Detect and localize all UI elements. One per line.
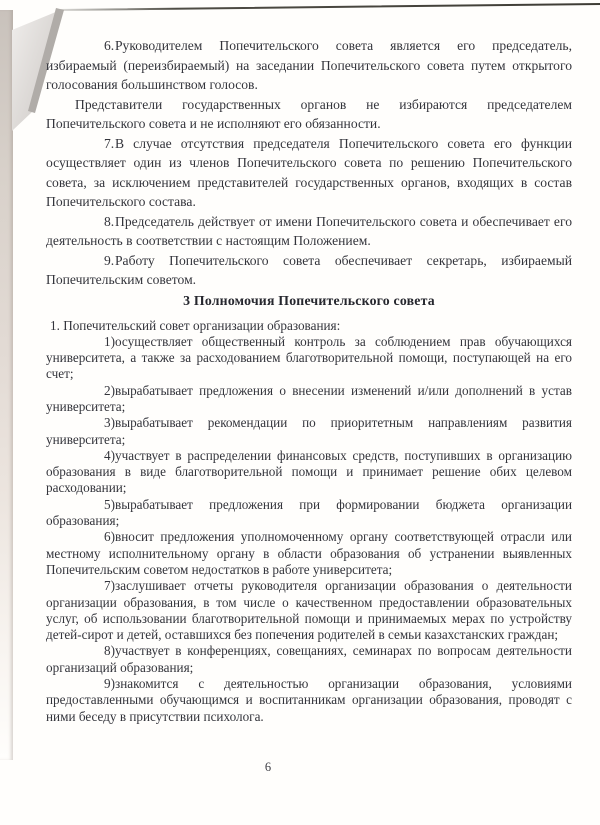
list-item-7 — [46, 578, 572, 643]
item-text: вырабатывает предложения о внесении изменений и/или дополнений в устав университета; — [46, 382, 572, 414]
list-item-9 — [46, 676, 572, 725]
item-text: осуществляет общественный контроль за соблюдением прав обучающихся университета, а также за расходованием благотворительной помощи, поступающей на его счет; — [46, 333, 572, 382]
document-page-body — [46, 36, 572, 725]
item-number: 3) — [104, 415, 115, 431]
item-number: 8) — [104, 643, 115, 659]
paragraph-number: 7. — [104, 135, 115, 151]
item-number: 5) — [104, 496, 115, 512]
paragraph-representatives — [46, 95, 572, 134]
paragraph-number: 8. — [104, 213, 115, 229]
paragraph-number: 6. — [104, 38, 115, 53]
paragraph-7 — [46, 134, 572, 212]
item-number: 7) — [104, 578, 115, 594]
list-item-5 — [46, 497, 572, 530]
list-item-8 — [46, 643, 572, 676]
paragraph-6 — [46, 36, 572, 95]
list-item-3 — [46, 415, 572, 448]
item-text: вырабатывает рекомендации по приоритетным направлениям развития университета; — [46, 415, 572, 447]
item-text: заслушивает отчеты руководителя организации образования о деятельности организации образования, в том числе о качественном предоставлении образовательных услуг, об использовании благотворительной помощи и принимаемых мерах по устройству детей-сирот и детей, оставшихся без попечения родителей в семьи казахстанских граждан; — [46, 578, 572, 643]
paragraph-text: Представители государственных органов не избираются председателем Попечительского совета и не исполняют его обязанности. — [46, 96, 572, 131]
list-item-1 — [46, 334, 572, 383]
section-heading: 3 Полномочия Попечительского совета — [183, 292, 435, 308]
item-text: вносит предложения уполномоченному органу соответствующей отрасли или местному исполнительному органу в области образования об устранении выявленных Попечительским советом недостатков в работе университета; — [46, 529, 572, 577]
paragraph-8 — [46, 212, 572, 251]
list-item-2 — [46, 383, 572, 416]
paragraph-number: 9. — [104, 252, 115, 268]
item-number: 1) — [104, 333, 115, 349]
item-number: 9) — [104, 676, 115, 692]
item-number: 6) — [104, 529, 115, 545]
paragraph-text: В случае отсутствия председателя Попечительского совета его функции осуществляет один из членов Попечительского совета по решению Попечительского совета, за исключением представителей государственных органов, входящих в состав Попечительского состава. — [46, 135, 572, 209]
item-number: 2) — [104, 382, 115, 398]
item-number: 4) — [104, 447, 115, 463]
scan-left-edge-strip — [0, 10, 13, 760]
paragraph-9 — [46, 251, 572, 290]
item-text: вырабатывает предложения при формировании бюджета организации образования; — [46, 496, 572, 529]
scan-top-edge-line — [56, 3, 600, 11]
paragraph-text: Председатель действует от имени Попечительского совета и обеспечивает его деятельность в соответствии с настоящим Положением. — [46, 213, 572, 248]
section-powers — [46, 318, 572, 725]
section-general-provisions — [46, 36, 572, 290]
item-text: знакомится с деятельностью организации образования, условиями предоставленными обучающимся и воспитанникам организации образования, проводят с ними беседу в присутствии психолога. — [46, 676, 572, 724]
list-intro: 1. Попечительский совет организации образования: — [50, 317, 341, 333]
item-text: участвует в конференциях, совещаниях, семинарах по вопросам деятельности организаций образования; — [46, 643, 572, 675]
list-item-6 — [46, 529, 572, 578]
item-text: участвует в распределении финансовых средств, поступивших в организацию образования в виде благотворительной помощи и принимает решение обих целевом расходовании; — [46, 447, 572, 496]
paragraph-text: Работу Попечительского совета обеспечивает секретарь, избираемый Попечительским советом. — [46, 252, 572, 287]
list-item-4 — [46, 448, 572, 497]
paragraph-text: Руководителем Попечительского совета является его председатель, избираемый (переизбираемый) на заседании Попечительского совета путем открытого голосования большинством голосов. — [46, 38, 572, 92]
page-number: 6 — [264, 760, 272, 774]
